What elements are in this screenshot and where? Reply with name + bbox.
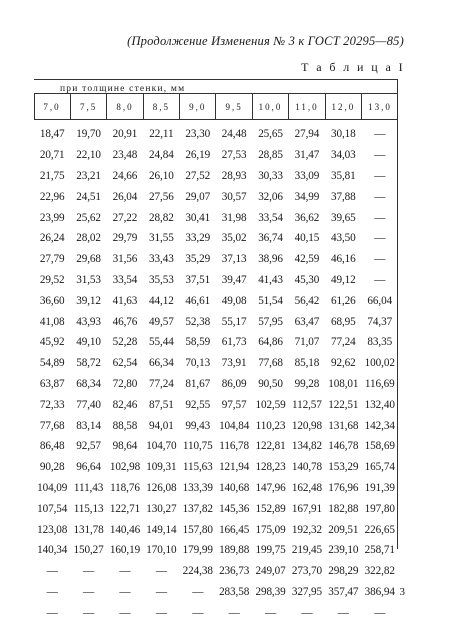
table-row [34,374,398,395]
table-cell: 22,10 [76,149,101,162]
table-cell: — [46,585,58,598]
table-cell: 26,10 [149,169,174,182]
column-header-row [34,94,398,119]
table-cell: 140,78 [291,461,323,474]
table-cell: 140,68 [219,481,250,494]
table-cell: 98,64 [112,440,138,453]
table-cell: 20,71 [39,149,65,162]
table-cell: — [374,232,386,245]
table-cell: 62,54 [112,357,138,370]
table-cell: 147,96 [255,481,286,494]
table-cell: 153,29 [328,461,359,474]
table-cell: 36,60 [39,294,65,307]
table-cell: 273,70 [291,565,323,578]
column-header: 13,0 [362,94,398,119]
table-cell: 33,09 [294,169,320,182]
table-cell: — [192,606,204,619]
column-header: 10,0 [252,94,288,119]
table-cell: 104,09 [37,481,68,494]
table-cell: 20,91 [112,128,138,141]
table-cell: 197,80 [364,502,395,515]
table-cell: 41,63 [112,294,138,307]
table-row [34,270,398,291]
table-cell: 49,10 [76,336,101,349]
table-cell: 70,13 [185,357,211,370]
table-cell: 77,68 [258,357,283,370]
table-cell: — [374,273,386,286]
table-cell: — [374,211,386,224]
table-cell: 36,74 [258,232,283,245]
table-cell: 83,14 [76,419,101,432]
table-cell: 43,93 [76,315,101,328]
table-cell: — [46,606,58,619]
table-cell: 28,82 [149,211,174,224]
column-header: 7,0 [43,101,61,112]
table-cell: — [374,606,386,619]
table-cell: 298,39 [255,585,286,598]
table-cell: 30,57 [221,190,247,203]
table-cell: 21,75 [39,169,65,182]
table-cell: 140,34 [37,544,68,557]
table-cell: — [155,606,167,619]
table-cell: 134,82 [291,440,323,453]
table-cell: 150,27 [73,544,104,557]
table-cell: 73,91 [221,357,247,370]
table-cell: 68,95 [330,315,356,328]
table-cell: — [155,585,167,598]
table-cell: 77,68 [39,419,65,432]
table-cell: 52,38 [185,315,211,328]
table-cell: 92,57 [76,440,101,453]
table-cell: 31,55 [149,232,174,245]
table-cell: 31,53 [76,273,101,286]
table-cell: 236,73 [219,565,250,578]
table-cell: 87,51 [149,398,174,411]
table-cell: — [228,606,240,619]
table-cell: 86,09 [221,377,247,390]
column-header: 11,0 [289,94,325,119]
table-cell: 191,39 [364,481,395,494]
table-cell: 81,67 [185,377,211,390]
table-cell: 39,65 [330,211,356,224]
table-cell: 77,24 [330,336,356,349]
table-cell: 54,89 [39,357,65,370]
table-cell: 46,16 [330,253,356,266]
table-cell: 37,88 [330,190,356,203]
table-cell: 57,95 [258,315,283,328]
table-cell: 189,88 [219,544,250,557]
table-cell: 92,62 [330,357,356,370]
table-cell: 32,06 [258,190,283,203]
table-cell: 327,95 [291,585,323,598]
table-cell: 27,56 [149,190,174,203]
table-cell: 122,71 [109,502,141,515]
table-cell: 42,59 [294,253,320,266]
table-cell: 283,58 [219,585,250,598]
table-cell: 118,76 [110,481,140,494]
table-cell: 123,08 [37,523,68,536]
table-cell: — [374,190,386,203]
table-cell: 25,62 [76,211,101,224]
table-cell: 24,66 [112,169,138,182]
table-cell: 133,39 [182,481,213,494]
table-cell: 45,92 [39,336,65,349]
table-cell: 30,18 [330,128,356,141]
table-cell: 56,42 [294,294,320,307]
table-cell: 126,08 [146,481,177,494]
table-cell: 99,28 [294,377,320,390]
header-bottom-rule [34,119,398,120]
table-cell: 122,81 [255,440,286,453]
table-cell: 83,35 [367,336,393,349]
table-cell: 34,99 [294,190,320,203]
table-cell: 128,23 [255,461,286,474]
table-cell: 55,44 [149,336,174,349]
table-cell: 146,78 [328,440,359,453]
table-cell: 18,47 [39,128,65,141]
table-cell: 28,85 [258,149,283,162]
table-cell: 160,19 [109,544,141,557]
table-cell: 92,55 [185,398,211,411]
table-cell: 121,94 [219,461,250,474]
table-cell: 120,98 [291,419,323,432]
table-cell: — [301,606,313,619]
table-cell: — [374,253,386,266]
table-row [34,311,398,332]
table-cell: 31,56 [112,253,138,266]
table-cell: 176,96 [328,481,359,494]
table-cell: 170,10 [146,544,177,557]
table-cell: — [192,585,204,598]
table-cell: 137,82 [182,502,213,515]
column-header: 8,5 [143,94,179,119]
table-cell: — [374,169,386,182]
table-cell: 142,34 [364,419,395,432]
table-row [34,124,398,145]
table-cell: 37,13 [221,253,247,266]
table-cell: 29,07 [185,190,211,203]
table-cell: 29,79 [112,232,138,245]
table-row [34,332,398,353]
table-cell: 22,11 [149,128,174,141]
table-cell: 96,64 [76,461,101,474]
table-cell: 131,78 [73,523,104,536]
table-cell: 26,19 [185,149,211,162]
table-cell: 71,07 [294,336,320,349]
table-cell: 179,99 [182,544,213,557]
table-cell: 39,12 [76,294,101,307]
table-row [34,207,398,228]
table-cell: 104,70 [146,440,177,453]
table-cell: 66,04 [367,294,393,307]
table-cell: 199,75 [255,544,286,557]
table-cell: 100,02 [364,357,395,370]
table-cell: 28,02 [76,232,101,245]
table-cell: 30,33 [258,169,283,182]
table-cell: 72,80 [112,377,138,390]
table-cell: 77,40 [76,398,101,411]
table-cell: — [337,606,349,619]
table-cell: 35,02 [221,232,247,245]
table-cell: 58,59 [185,336,211,349]
table-row [34,228,398,249]
table-cell: 115,13 [73,502,104,515]
table-cell: 33,43 [149,253,174,266]
table-cell: 38,96 [258,253,283,266]
table-cell: — [119,585,131,598]
table-cell: 322,82 [364,565,395,578]
table-cell: 86,48 [39,440,65,453]
table-cell: 224,38 [182,565,213,578]
table-cell: 23,21 [76,169,101,182]
table-row [34,249,398,270]
table-cell: 102,98 [109,461,141,474]
table-cell: 99,43 [185,419,211,432]
table-cell: 149,14 [146,523,177,536]
table-cell: 111,43 [73,481,104,494]
table-cell: 41,43 [258,273,283,286]
table-cell: 94,01 [149,419,174,432]
table-cell: 35,29 [185,253,211,266]
table-cell: 182,88 [328,502,359,515]
table-cell: 22,96 [39,190,65,203]
table-cell: 49,57 [149,315,174,328]
continuation-header: (Продолжение Изменения № 3 к ГОСТ 20295—85) [127,34,404,48]
table-cell: 249,07 [255,565,286,578]
table-cell: 209,51 [328,523,359,536]
table-cell: — [83,585,95,598]
table-cell: — [46,565,58,578]
table-cell: — [83,565,95,578]
table-cell: 41,08 [39,315,65,328]
table-cell: 61,73 [221,336,247,349]
table-cell: 23,30 [185,128,211,141]
table-row [34,540,398,561]
table-cell: 52,28 [112,336,138,349]
table-cell: 61,26 [330,294,356,307]
table-cell: 34,03 [330,149,356,162]
table-cell: — [374,149,386,162]
table-cell: 102,59 [255,398,286,411]
table-cell: 36,62 [294,211,320,224]
table-cell: 55,17 [221,315,247,328]
table-cell: 145,36 [219,502,250,515]
table-cell: 110,23 [255,419,286,432]
table-cell: 27,94 [294,128,320,141]
mass-table-body [34,124,398,623]
table-cell: — [119,565,131,578]
table-cell: 115,63 [182,461,213,474]
table-cell: 49,08 [221,294,247,307]
table-cell: 166,45 [219,523,250,536]
table-cell: 90,28 [39,461,65,474]
table-cell: 27,79 [39,253,65,266]
table-cell: 51,54 [258,294,283,307]
table-cell: 29,52 [39,273,65,286]
table-cell: 108,01 [328,377,359,390]
table-row [34,166,398,187]
column-header: 9,5 [216,94,252,119]
table-row [34,457,398,478]
table-cell: 33,29 [185,232,211,245]
table-row [34,353,398,374]
table-row [34,498,398,519]
column-header: 9,0 [180,94,216,119]
table-cell: — [155,565,167,578]
table-row [34,519,398,540]
table-row [34,478,398,499]
table-cell: 165,74 [364,461,395,474]
table-cell: 132,40 [364,398,395,411]
table-row [34,561,398,582]
table-label: Т а б л и ц а I [301,60,405,74]
table-cell: 158,69 [364,440,395,453]
table-row [34,436,398,457]
table-cell: 43,50 [330,232,356,245]
table-row [34,394,398,415]
table-cell: 112,57 [292,398,322,411]
table-cell: 219,45 [291,544,323,557]
table-cell: 30,41 [185,211,211,224]
table-cell: 27,52 [185,169,211,182]
table-cell: 85,18 [294,357,320,370]
table-cell: 27,22 [112,211,138,224]
table-top-rule [34,79,398,80]
table-cell: 386,94 [364,585,395,598]
table-cell: 167,91 [291,502,323,515]
table-cell: 109,31 [146,461,177,474]
table-cell: 116,78 [219,440,250,453]
table-cell: 175,09 [255,523,286,536]
table-cell: 64,86 [258,336,283,349]
column-header: 7,5 [70,94,106,119]
table-cell: 72,33 [39,398,65,411]
table-cell: 25,65 [258,128,283,141]
table-row [34,415,398,436]
table-cell: 77,24 [149,377,174,390]
table-cell: 152,89 [255,502,286,515]
table-cell: 37,51 [185,273,211,286]
table-row [34,582,398,603]
table-cell: 63,47 [294,315,320,328]
column-header: 8,0 [107,94,143,119]
table-cell: 97,57 [221,398,247,411]
table-cell: 110,75 [182,440,213,453]
table-cell: 258,71 [364,544,395,557]
table-cell: 58,72 [76,357,101,370]
table-cell: 33,54 [258,211,283,224]
table-cell: 162,48 [291,481,323,494]
table-cell: 46,61 [185,294,211,307]
table-cell: 88,58 [112,419,138,432]
table-cell: 27,53 [221,149,247,162]
table-cell: 45,30 [294,273,320,286]
table-cell: — [374,128,386,141]
table-row [34,145,398,166]
table-cell: 44,12 [149,294,174,307]
table-row [34,290,398,311]
table-cell: 23,99 [39,211,65,224]
table-cell: 63,87 [39,377,65,390]
table-cell: 357,47 [328,585,359,598]
table-cell: 24,51 [76,190,101,203]
table-cell: 39,47 [221,273,247,286]
table-cell: 131,68 [328,419,359,432]
column-header: 12,0 [325,94,361,119]
table-cell: — [83,606,95,619]
table-cell: 40,15 [294,232,320,245]
table-cell: 23,48 [112,149,138,162]
table-cell: 24,48 [221,128,247,141]
table-cell: 298,29 [328,565,359,578]
table-cell: 192,32 [291,523,323,536]
table-cell: 82,46 [112,398,138,411]
table-cell: 68,34 [76,377,101,390]
table-cell: 49,12 [330,273,356,286]
table-cell: 19,70 [76,128,101,141]
thickness-spanner-heading: при толщине стенки, мм [60,84,186,94]
table-cell: 24,84 [149,149,174,162]
table-cell: 35,53 [149,273,174,286]
table-cell: 239,10 [328,544,359,557]
table-cell: 28,93 [221,169,247,182]
table-cell: 74,37 [367,315,393,328]
table-cell: 157,80 [182,523,213,536]
table-cell: 46,76 [112,315,138,328]
table-cell: 90,50 [258,377,283,390]
table-cell: 122,51 [328,398,359,411]
table-cell: 130,27 [146,502,177,515]
page-number: 3 [399,586,405,598]
table-cell: 35,81 [330,169,356,182]
table-cell: 140,46 [109,523,141,536]
table-cell: 107,54 [37,502,68,515]
table-cell: 33,54 [112,273,138,286]
table-cell: 26,24 [39,232,65,245]
table-cell: — [264,606,277,619]
table-cell: 31,98 [221,211,247,224]
table-row [34,186,398,207]
table-cell: 226,65 [364,523,395,536]
table-cell: 31,47 [294,149,320,162]
table-cell: 66,34 [149,357,174,370]
table-cell: 116,69 [364,377,395,390]
table-cell: 104,84 [219,419,250,432]
table-cell: — [119,606,131,619]
table-cell: 29,68 [76,253,101,266]
table-cell: 26,04 [112,190,138,203]
table-row [34,602,398,623]
